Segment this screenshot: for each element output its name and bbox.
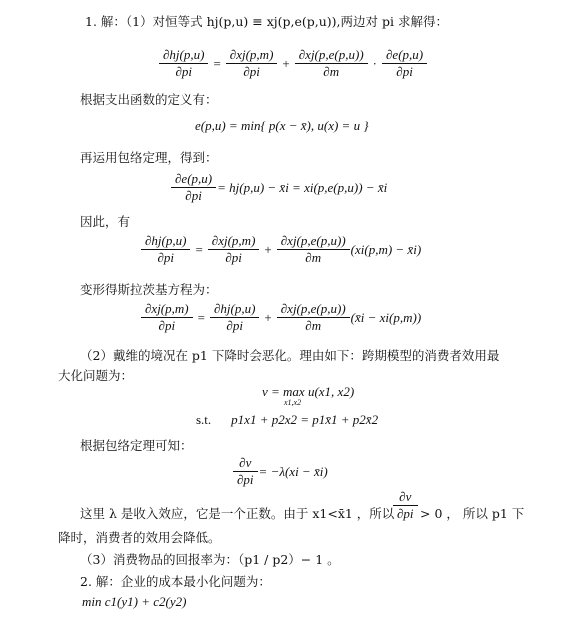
line-7: 根据包络定理可知： (80, 438, 193, 453)
line-5: 变形得斯拉茨基方程为： (80, 282, 218, 297)
equation-9 (392, 490, 419, 521)
equation-6: v = max u(x1, x2) (262, 384, 355, 399)
equation-2: e(p,u) = min{ p(x − x̄), u(x) = u } (195, 118, 369, 133)
line-11: min c1(y1) + c2(y2) (82, 594, 187, 609)
line-9: （3）消费物品的回报率为：（p1 / p2）− 1 。 (80, 552, 340, 567)
eq1-term2: $\frac{\partial xj(p,e(p,u))}{\partial m}$ (297, 48, 366, 79)
equation-4: $\frac{\partial hj(p,u)}{\partial pi}$ = $\frac{\partial xj(p,m)}{\partial pi}$ + $\frac{\partial xj(p,e(p,u))}{\partial m}$ (xi(p,m) − x̄i) (140, 234, 421, 265)
eq9-frac: $\frac{\partial v}{\partial pi}$ (395, 490, 416, 521)
eq5-lhs: $\frac{\partial xj(p,m)}{\partial pi}$ (143, 302, 191, 333)
eq8-lhs: $\frac{\partial v}{\partial pi}$ (235, 456, 256, 487)
eq1-term1: $\frac{\partial xj(p,m)}{\partial pi}$ (228, 48, 276, 79)
line-6a: （2）戴维的境况在 p1 下降时会恶化。理由如下：跨期模型的消费者效用最 (80, 348, 500, 363)
line-3: 再运用包络定理，得到： (80, 150, 218, 165)
equation-7: s.t. p1x1 + p2x2 = p1x̄1 + p2x̄2 (196, 412, 379, 427)
eq3-lhs: $\frac{\partial e(p,u)}{\partial pi}$ (173, 172, 214, 203)
eq1-term3: $\frac{\partial e(p,u)}{\partial pi}$ (384, 48, 425, 79)
line-8b: > 0 ， 所以 p1 下 (420, 506, 525, 521)
equation-8: $\frac{\partial v}{\partial pi}$ = −λ(xi − x̄i) (232, 456, 328, 487)
line-10: 2. 解：企业的成本最小化问题为： (80, 574, 271, 589)
equation-3: $\frac{\partial e(p,u)}{\partial pi}$ = hj(p,u) − x̄i = xi(p,e(p,u)) − x̄i (170, 172, 387, 203)
equation-6-subscript: x1,x2 (284, 398, 302, 407)
eq4-term1: $\frac{\partial xj(p,m)}{\partial pi}$ (210, 234, 258, 265)
line-8c: 降时，消费者的效用会降低。 (58, 530, 221, 545)
line-8a: 这里 λ 是收入效应，它是一个正数。由于 x1<x̄1 ，所以 (80, 506, 395, 521)
equation-1: $\frac{\partial hj(p,u)}{\partial pi}$ = $\frac{\partial xj(p,m)}{\partial pi}$ + $\frac{\partial xj(p,e(p,u))}{\partial m}$ · $\frac{\partial e(p,u)}{\partial pi}$ (158, 48, 428, 79)
line-2: 根据支出函数的定义有： (80, 92, 218, 107)
eq5-term2: $\frac{\partial xj(p,e(p,u))}{\partial m}$ (279, 302, 348, 333)
line-4: 因此，有 (80, 214, 131, 229)
line-1: 1. 解：（1）对恒等式 hj(p,u) ≡ xj(p,e(p,u)),两边对 pi 求解得： (85, 14, 448, 29)
eq1-lhs: $\frac{\partial hj(p,u)}{\partial pi}$ (161, 48, 206, 79)
equation-5: $\frac{\partial xj(p,m)}{\partial pi}$ = $\frac{\partial hj(p,u)}{\partial pi}$ + $\frac{\partial xj(p,e(p,u))}{\partial m}$ (x̄i − xi(p,m)) (140, 302, 421, 333)
eq4-term2: $\frac{\partial xj(p,e(p,u))}{\partial m}$ (279, 234, 348, 265)
eq5-term1: $\frac{\partial hj(p,u)}{\partial pi}$ (212, 302, 257, 333)
eq4-lhs: $\frac{\partial hj(p,u)}{\partial pi}$ (143, 234, 188, 265)
line-6b: 大化问题为： (58, 368, 134, 383)
